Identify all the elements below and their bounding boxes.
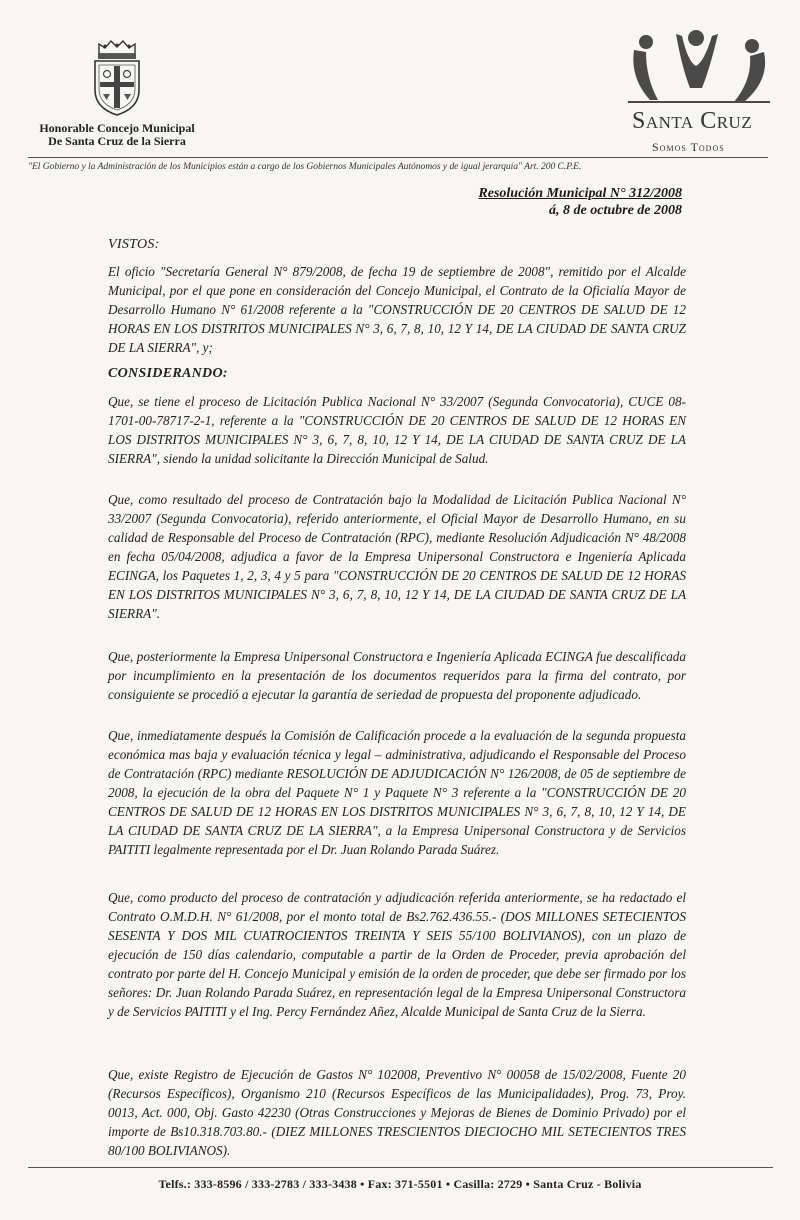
people-logo-icon <box>624 28 774 110</box>
santa-cruz-logo <box>612 28 782 154</box>
header-divider <box>28 157 768 158</box>
footer-contact: Telfs.: 333-8596 / 333-2783 / 333-3438 • Fax: 371-5501 • Casilla: 2729 • Santa Cruz - Bolivia <box>158 1177 642 1191</box>
coat-of-arms-icon <box>87 38 147 118</box>
footer-divider <box>28 1167 773 1168</box>
vistos-paragraph: El oficio "Secretaría General N° 879/2008, de fecha 19 de septiembre de 2008", remitido por el Alcalde Municipal, por el que pone en consideración del Concejo Municipal, el Contrato de la Oficialía Mayor de Desarrollo Humano N° 61/2008 referente a la "CONSTRUCCIÓN DE 20 CENTROS DE SALUD DE 12 HORAS EN LOS DISTRITOS MUNICIPALES N° 3, 6, 7, 8, 10, 12 Y 14, DE LA CIUDAD DE SANTA CRUZ DE LA SIERRA", y; <box>108 264 686 355</box>
considerando-paragraph: Que, existe Registro de Ejecución de Gastos N° 102008, Preventivo N° 00058 de 15/02/2008, Fuente 20 (Recursos Específicos), Organismo 210 (Recursos Específicos de las Municipalidades), Prog. 73, Proy. 0013, Act. 000, Obj. Gasto 42230 (Otras Construcciones y Mejoras de Bienes de Dominio Privado) por el importe de Bs10.318.703.80.- (DIEZ MILLONES TRESCIENTOS DIECIOCHO MIL SETECIENTOS TRES 80/100 BOLIVIANOS). <box>108 1067 686 1158</box>
considerando-paragraph: Que, como resultado del proceso de Contratación bajo la Modalidad de Licitación Publica Nacional N° 33/2007 (Segunda Convocatoria), referido anteriormente, el Oficial Mayor de Desarrollo Humano, en su calidad de Responsable del Proceso de Contratación (RPC), mediante Resolución Adjudicación N° 48/2008 en fecha 05/04/2008, adjudica a favor de la Empresa Unipersonal Constructora e Ingeniería Aplicada ECINGA, los Paquetes 1, 2, 3, 4 y 5 para "CONSTRUCCIÓN DE 20 CENTROS DE SALUD DE 12 HORAS EN LOS DISTRITOS MUNICIPALES N° 3, 6, 7, 8, 10, 12 Y 14, DE LA CIUDAD DE SANTA CRUZ DE LA SIERRA". <box>108 492 686 621</box>
considerando-heading: CONSIDERANDO: <box>108 366 228 381</box>
council-city: De Santa Cruz de la Sierra <box>48 134 186 148</box>
council-header <box>22 38 212 148</box>
resolution-title: Resolución Municipal N° 312/2008 <box>478 186 682 201</box>
council-name: Honorable Concejo Municipal <box>39 121 195 135</box>
vistos-heading: VISTOS: <box>108 237 160 252</box>
considerando-paragraph: Que, como producto del proceso de contratación y adjudicación referida anteriormente, se ha redactado el Contrato O.M.D.H. N° 61/2008, por el monto total de Bs2.762.436.55.- (DOS MILLONES SETECIENTOS SESENTA Y DOS MIL CUATROCIENTOS TREINTA Y SEIS 55/100 BOLIVIANOS), con un plazo de ejecución de 150 días calendario, computable a partir de la Orden de Proceder, previa aprobación del contrato por parte del H. Concejo Municipal y emisión de la orden de proceder, que debe ser firmado por los señores: Dr. Juan Rolando Parada Suárez, en representación legal de la Empresa Unipersonal Constructora y de Servicios PAITITI y el Ing. Percy Fernández Añez, Alcalde Municipal de Santa Cruz de la Sierra. <box>108 890 686 1019</box>
considerando-paragraph: Que, inmediatamente después la Comisión de Calificación procede a la evaluación de la segunda propuesta económica mas baja y evaluación técnica y legal – administrativa, adjudicando el Responsable del Proceso de Contratación (RPC) mediante RESOLUCIÓN DE ADJUDICACIÓN N° 126/2008, de 05 de septiembre de 2008, la ejecución de la obra del Paquete N° 1 y Paquete N° 3 referente a la "CONSTRUCCIÓN DE 20 CENTROS DE SALUD DE 12 HORAS EN LOS DISTRITOS MUNICIPALES N° 3, 6, 7, 8, 10, 12 Y 14, DE LA CIUDAD DE SANTA CRUZ DE LA SIERRA", a la Empresa Unipersonal Constructora y de Servicios PAITITI legalmente representada por el Dr. Juan Rolando Parada Suárez. <box>108 728 686 857</box>
constitutional-quote: "El Gobierno y la Administración de los Municipios están a cargo de los Gobiernos Municipales Autónomos y de igual jerarquía" Art. 200 C.P.E. <box>28 161 582 172</box>
resolution-date: á, 8 de octubre de 2008 <box>549 203 682 218</box>
logo-title: Santa Cruz <box>632 108 753 134</box>
considerando-paragraph: Que, posteriormente la Empresa Unipersonal Constructora e Ingeniería Aplicada ECINGA fue descalificada por incumplimiento en la presentación de los documentos requeridos para la firma del contrato, por consiguiente se procedió a ejecutar la garantía de seriedad de propuesta del proponente adjudicado. <box>108 649 686 702</box>
logo-subtitle: Somos Todos <box>652 140 725 154</box>
considerando-paragraph: Que, se tiene el proceso de Licitación Publica Nacional N° 33/2007 (Segunda Convocatoria), CUCE 08-1701-00-78717-2-1, referente a la "CONSTRUCCIÓN DE 20 CENTROS DE SALUD DE 12 HORAS EN LOS DISTRITOS MUNICIPALES N° 3, 6, 7, 8, 10, 12 Y 14, DE LA CIUDAD DE SANTA CRUZ DE LA SIERRA", siendo la unidad solicitante la Dirección Municipal de Salud. <box>108 394 686 466</box>
